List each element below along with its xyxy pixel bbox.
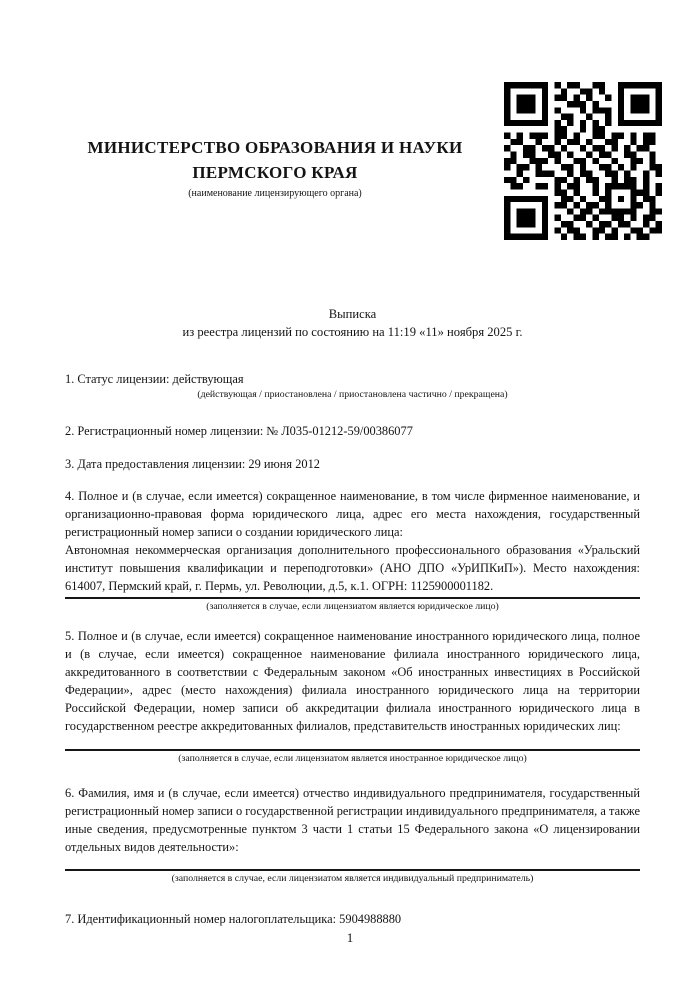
document-title (65, 305, 640, 341)
license-status-text: 1. Статус лицензии: действующая (65, 372, 244, 386)
registration-number-text: 2. Регистрационный номер лицензии: № Л035-01212-59/00386077 (65, 424, 413, 438)
foreign-entity-caption: (заполняется в случае, если лицензиатом является иностранное юридическое лицо) (178, 753, 527, 764)
page-number: 1 (346, 930, 354, 945)
letterhead (55, 135, 495, 200)
section-grant-date (65, 455, 640, 473)
section-license-status (65, 370, 640, 401)
entrepreneur-label: 6. Фамилия, имя и (в случае, если имеется) отчество индивидуального предпринимателя, государственный регистрационный номер записи о государственной регистрации индивидуального предпринимателя, а также иные сведения, предусмотренные пунктом 3 части 1 статьи 15 Федерального закона «О лицензировании отдельных видов деятельности»: (65, 786, 640, 854)
doc-subtitle-line: из реестра лицензий по состоянию на 11:19 «11» ноября 2025 г. (182, 325, 523, 339)
entrepreneur-field-rule (65, 869, 640, 871)
section-legal-entity (65, 487, 640, 613)
foreign-entity-label: 5. Полное и (в случае, если имеется) сокращенное наименование иностранного юридического лица, полное и (в случае, если имеется) сокращенное наименование филиала иностранного юридического лица, аккредитованного в соответствии с Федеральным законом «Об иностранных инвестициях в Российской Федерации», адрес (место нахождения) филиала иностранного юридического лица на территории Российской Федерации, номер записи об аккредитации филиала иностранного юридического лица в государственном реестре аккредитованных филиалов, представительств иностранных юридических лиц: (65, 629, 640, 733)
section-individual-entrepreneur (65, 784, 640, 885)
legal-entity-caption: (заполняется в случае, если лицензиатом является юридическое лицо) (206, 601, 499, 612)
license-status-options-caption: (действующая / приостановлена / приостановлена частично / прекращена) (197, 389, 508, 400)
taxpayer-number-text: 7. Идентификационный номер налогоплательщика: 5904988880 (65, 912, 402, 926)
legal-entity-label: 4. Полное и (в случае, если имеется) сокращенное наименование, в том числе фирменное наименование, и организационно-правовая форма юридического лица, адрес его места нахождения, государственный регистрационный номер записи о создании юридического лица: (65, 489, 640, 539)
legal-entity-field-rule (65, 597, 640, 599)
qr-code (504, 82, 662, 240)
document-body (65, 370, 640, 928)
grant-date-text: 3. Дата предоставления лицензии: 29 июня 2012 (65, 457, 321, 471)
section-foreign-entity (65, 627, 640, 765)
doc-title-line: Выписка (328, 307, 377, 321)
ministry-title: МИНИСТЕРСТВО ОБРАЗОВАНИЯ И НАУКИ ПЕРМСКОГО КРАЯ (87, 138, 463, 182)
entrepreneur-caption: (заполняется в случае, если лицензиатом является индивидуальный предприниматель) (171, 873, 534, 884)
foreign-entity-field-rule (65, 749, 640, 751)
section-taxpayer-number (65, 910, 640, 928)
section-registration-number (65, 422, 640, 440)
ministry-caption: (наименование лицензирующего органа) (188, 188, 362, 199)
legal-entity-value: Автономная некоммерческая организация дополнительного профессионального образования «Уральский институт повышения квалификации и переподготовки» (АНО ДПО «УрИПКиП»). Место нахождения: 614007, Пермский край, г. Пермь, ул. Революции, д.5, к.1. ОГРН: 1125900001182. (65, 543, 640, 593)
